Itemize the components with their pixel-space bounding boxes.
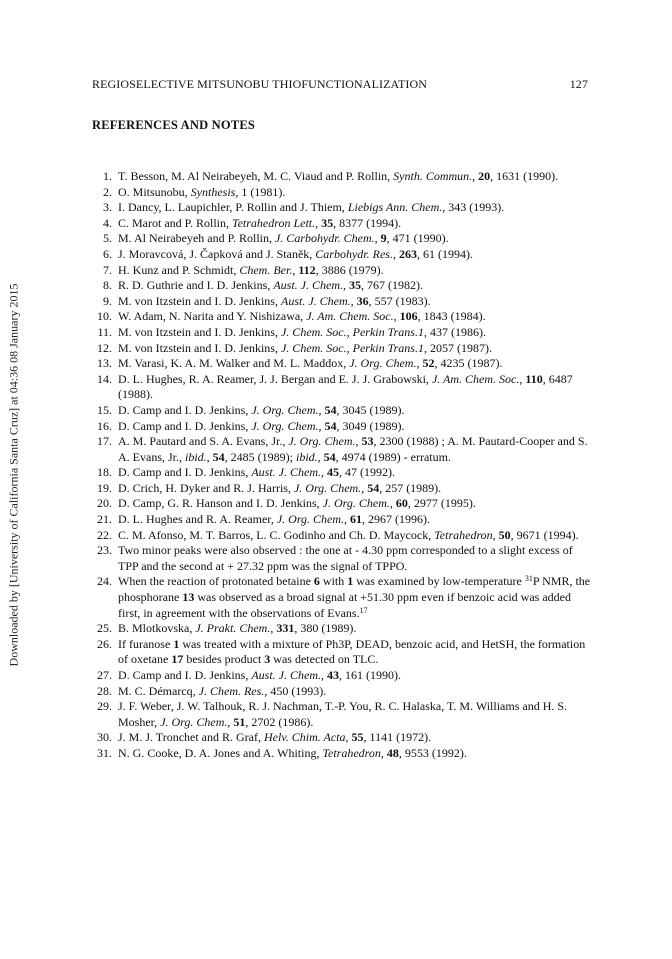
- reference-item: [92, 637, 592, 668]
- reference-text-segment: 52: [422, 356, 435, 371]
- section-title: REFERENCES AND NOTES: [92, 118, 256, 132]
- reference-text-segment: , 1141 (1972).: [363, 730, 432, 745]
- reference-text-segment: Tetrahedron: [434, 527, 493, 542]
- reference-text-segment: H. Kunz and P. Schmidt,: [118, 262, 240, 277]
- reference-item: [92, 372, 592, 403]
- reference-number: 27.: [97, 668, 112, 682]
- reference-text-segment: , 450 (1993).: [264, 683, 327, 698]
- reference-text-segment: ,: [345, 730, 352, 745]
- reference-item: [92, 481, 592, 497]
- reference-number: 21.: [97, 512, 112, 527]
- reference-text-segment: ,: [392, 246, 399, 261]
- reference-number: 31.: [97, 745, 112, 760]
- reference-item: [92, 231, 592, 247]
- reference-item: [92, 574, 592, 621]
- reference-text-segment: , 9553 (1992).: [398, 745, 467, 760]
- reference-text-segment: Liebigs Ann. Chem.: [347, 200, 443, 215]
- reference-text-segment: 54: [323, 449, 336, 464]
- reference-text-segment: 54: [324, 418, 337, 433]
- reference-text-segment: Aust. J. Chem.: [273, 278, 343, 293]
- reference-text-segment: 263: [398, 246, 417, 261]
- reference-item: [92, 465, 592, 481]
- reference-text-segment: R. D. Guthrie and I. D. Jenkins,: [118, 278, 274, 293]
- reference-text-segment: Tetrahedron: [322, 745, 381, 760]
- reference-item: [92, 294, 592, 310]
- reference-number: 14.: [97, 371, 112, 386]
- reference-text-segment: J. Org. Chem.: [322, 496, 390, 511]
- reference-item: [92, 543, 592, 574]
- reference-item: [92, 216, 592, 232]
- reference-text-segment: J. Org. Chem.: [293, 480, 362, 495]
- reference-text-segment: J. Carbohydr. Chem.: [274, 231, 375, 246]
- reference-text-segment: ,: [318, 418, 325, 433]
- reference-item: [92, 403, 592, 419]
- reference-number: 18.: [97, 465, 112, 480]
- reference-item: [92, 309, 592, 325]
- reference-text-segment: 1: [347, 574, 354, 589]
- reference-text-segment: ,: [492, 527, 499, 542]
- reference-text-segment: D. L. Hughes, R. A. Reamer, J. J. Bergan and E. J. J. Grabowski,: [118, 371, 432, 386]
- reference-text-segment: M. von Itzstein and I. D. Jenkins,: [118, 293, 281, 308]
- reference-text-segment: ,: [342, 278, 349, 293]
- reference-text-segment: , 437 (1986).: [423, 324, 486, 339]
- reference-text-segment: ,: [519, 371, 526, 386]
- reference-text-segment: J. Org. Chem.: [276, 512, 345, 527]
- reference-item: [92, 419, 592, 435]
- reference-text-segment: , 2977 (1995).: [407, 496, 476, 511]
- running-head: [92, 77, 588, 93]
- reference-text-segment: M. C. Démarcq,: [118, 683, 199, 698]
- reference-item: [92, 341, 592, 357]
- reference-text-segment: 106: [399, 309, 418, 324]
- reference-text-segment: J. Chem. Soc., Perkin Trans.1: [280, 340, 424, 355]
- reference-text-segment: B. Mlotkovska,: [118, 621, 196, 636]
- reference-text-segment: 31: [524, 574, 533, 584]
- reference-text-segment: M. von Itzstein and I. D. Jenkins,: [118, 324, 281, 339]
- reference-text-segment: 60: [395, 496, 408, 511]
- reference-text-segment: , 2702 (1986).: [245, 714, 314, 729]
- reference-text-segment: , 61 (1994).: [416, 246, 473, 261]
- reference-text-segment: D. L. Hughes and R. A. Reamer,: [118, 512, 277, 527]
- reference-text-segment: D. Camp and I. D. Jenkins,: [118, 465, 252, 480]
- reference-text-segment: , 3045 (1989).: [336, 402, 405, 417]
- reference-text-segment: ,: [380, 745, 387, 760]
- reference-number: 22.: [97, 527, 112, 542]
- reference-text-segment: J. Org. Chem.: [349, 356, 417, 371]
- reference-text-segment: 112: [298, 262, 316, 277]
- reference-item: [92, 496, 592, 512]
- reference-text-segment: ,: [374, 231, 381, 246]
- reference-text-segment: M. Varasi, K. A. M. Walker and M. L. Maddox,: [118, 356, 350, 371]
- reference-text-segment: Aust. J. Chem.: [251, 465, 321, 480]
- reference-item: [92, 169, 592, 185]
- reference-text-segment: J. Chem. Soc., Perkin Trans.1: [280, 324, 424, 339]
- reference-text-segment: 331: [276, 621, 295, 636]
- references-list: [92, 169, 592, 762]
- reference-text-segment: Carbohydr. Res.: [315, 246, 393, 261]
- reference-text-segment: 43: [326, 668, 339, 682]
- reference-text-segment: J. F. Weber, J. W. Talhouk, R. J. Nachman, T.-P. You, R. C. Halaska, T. M. Williams and H. S. Mosher,: [118, 699, 568, 729]
- reference-number: 12.: [97, 340, 112, 355]
- reference-text-segment: with: [319, 574, 348, 589]
- reference-text-segment: ,: [227, 714, 234, 729]
- download-watermark: [4, 255, 24, 695]
- reference-text-segment: J. Am. Chem. Soc.: [306, 309, 394, 324]
- reference-text-segment: , 2967 (1996).: [362, 512, 431, 527]
- reference-number: 28.: [97, 683, 112, 698]
- reference-text-segment: was detected on TLC.: [270, 652, 379, 667]
- reference-text-segment: Chem. Ber.: [239, 262, 293, 277]
- reference-number: 15.: [97, 402, 112, 417]
- reference-text-segment: , 2057 (1987).: [423, 340, 492, 355]
- reference-text-segment: J. Org. Chem.: [251, 402, 319, 417]
- reference-text-segment: D. Crich, H. Dyker and R. J. Harris,: [118, 480, 294, 495]
- reference-text-segment: , 471 (1990).: [386, 231, 449, 246]
- reference-number: 8.: [103, 278, 112, 293]
- reference-text-segment: Helv. Chim. Acta: [264, 730, 346, 745]
- reference-item: [92, 621, 592, 637]
- reference-number: 4.: [103, 215, 112, 230]
- reference-text-segment: J. Moravcová, J. Čapková and J. Staněk,: [118, 246, 316, 261]
- reference-text-segment: , 161 (1990).: [338, 668, 401, 682]
- reference-text-segment: ,: [320, 465, 327, 480]
- reference-text-segment: 17: [171, 652, 184, 667]
- reference-text-segment: ,: [361, 480, 368, 495]
- reference-text-segment: D. Camp and I. D. Jenkins,: [118, 668, 252, 682]
- reference-text-segment: ibid.: [185, 449, 207, 464]
- reference-text-segment: ,: [416, 356, 423, 371]
- reference-number: 30.: [97, 730, 112, 745]
- reference-text-segment: M. von Itzstein and I. D. Jenkins,: [118, 340, 281, 355]
- reference-text-segment: 54: [324, 402, 337, 417]
- page-number: 127: [569, 77, 588, 91]
- reference-text-segment: Synthesis,: [190, 184, 239, 199]
- reference-text-segment: , 3049 (1989).: [336, 418, 405, 433]
- reference-item: [92, 746, 592, 762]
- reference-text-segment: 48: [386, 745, 399, 760]
- reference-text-segment: 1 (1981).: [238, 184, 286, 199]
- reference-text-segment: ,: [472, 169, 479, 183]
- reference-text-segment: , 2485 (1989);: [224, 449, 296, 464]
- reference-text-segment: , 6487 (1988).: [118, 371, 573, 402]
- reference-number: 25.: [97, 621, 112, 636]
- reference-number: 11.: [97, 324, 112, 339]
- reference-text-segment: M. Al Neirabeyeh and P. Rollin,: [118, 231, 275, 246]
- reference-number: 10.: [97, 309, 112, 324]
- reference-number: 24.: [97, 574, 112, 589]
- reference-text-segment: J. Org. Chem.: [160, 714, 228, 729]
- reference-text-segment: P NMR, the phosphorane: [118, 574, 591, 605]
- reference-item: [92, 185, 592, 201]
- reference-item: [92, 434, 592, 465]
- reference-text-segment: , 4974 (1989) - erratum.: [335, 449, 451, 464]
- reference-text-segment: ,: [350, 293, 357, 308]
- reference-text-segment: , 3886 (1979).: [315, 262, 384, 277]
- reference-text-segment: , 767 (1982).: [360, 278, 423, 293]
- reference-text-segment: W. Adam, N. Narita and Y. Nishizawa,: [118, 309, 307, 324]
- reference-item: [92, 356, 592, 372]
- reference-text-segment: 35: [348, 278, 361, 293]
- reference-item: [92, 325, 592, 341]
- reference-text-segment: 51: [233, 714, 246, 729]
- reference-text-segment: ,: [206, 449, 213, 464]
- reference-number: 3.: [103, 200, 112, 215]
- reference-text-segment: J. Org. Chem.: [251, 418, 319, 433]
- reference-text-segment: J. Prakt. Chem.: [195, 621, 271, 636]
- reference-item: [92, 278, 592, 294]
- reference-text-segment: 13: [182, 590, 195, 605]
- reference-text-segment: 17: [359, 605, 368, 615]
- reference-text-segment: , 1631 (1990).: [490, 169, 559, 183]
- reference-text-segment: , 9671 (1994).: [510, 527, 579, 542]
- reference-text-segment: 53: [361, 434, 374, 449]
- reference-text-segment: A. M. Pautard and S. A. Evans, Jr.,: [118, 434, 289, 449]
- reference-text-segment: Synth. Commun.: [393, 169, 473, 183]
- reference-text-segment: 45: [326, 465, 339, 480]
- reference-text-segment: O. Mitsunobu,: [118, 184, 191, 199]
- reference-text-segment: 55: [351, 730, 364, 745]
- download-watermark-text: Downloaded by [University of California Santa Cruz] at 04:36 08 January 2015: [6, 283, 21, 667]
- reference-number: 5.: [103, 231, 112, 246]
- reference-text-segment: ,: [393, 309, 400, 324]
- reference-text-segment: , 1843 (1984).: [417, 309, 486, 324]
- reference-text-segment: J. Am. Chem. Soc.: [431, 371, 520, 386]
- reference-text-segment: J. Chem. Res.: [198, 683, 265, 698]
- reference-number: 1.: [103, 169, 112, 183]
- reference-text-segment: C. Marot and P. Rollin,: [118, 215, 233, 230]
- reference-text-segment: ,: [389, 496, 396, 511]
- reference-text-segment: C. M. Afonso, M. T. Barros, L. C. Godinho and Ch. D. Maycock,: [118, 527, 435, 542]
- reference-text-segment: , 8377 (1994).: [333, 215, 402, 230]
- reference-text-segment: J. M. J. Tronchet and R. Graf,: [118, 730, 264, 745]
- reference-text-segment: D. Camp, G. R. Hanson and I. D. Jenkins,: [118, 496, 323, 511]
- reference-text-segment: 54: [212, 449, 225, 464]
- reference-number: 23.: [97, 543, 112, 558]
- reference-text-segment: 54: [367, 480, 380, 495]
- reference-text-segment: 3: [264, 652, 271, 667]
- reference-text-segment: ,: [270, 621, 277, 636]
- reference-text-segment: ,: [355, 434, 362, 449]
- reference-text-segment: D. Camp and I. D. Jenkins,: [118, 418, 252, 433]
- reference-text-segment: , 47 (1992).: [338, 465, 395, 480]
- reference-text-segment: , 343 (1993).: [442, 200, 505, 215]
- reference-text-segment: 9: [380, 231, 387, 246]
- reference-text-segment: ,: [320, 668, 327, 682]
- reference-number: 29.: [97, 699, 112, 714]
- reference-text-segment: 6: [313, 574, 320, 589]
- reference-item: [92, 668, 592, 684]
- reference-item: [92, 512, 592, 528]
- reference-text-segment: J. Org. Chem.: [288, 434, 356, 449]
- reference-number: 19.: [97, 480, 112, 495]
- reference-item: [92, 200, 592, 216]
- reference-item: [92, 263, 592, 279]
- reference-text-segment: If furanose: [118, 636, 174, 651]
- reference-text-segment: ,: [292, 262, 299, 277]
- reference-number: 16.: [97, 418, 112, 433]
- reference-text-segment: D. Camp and I. D. Jenkins,: [118, 402, 252, 417]
- reference-item: [92, 528, 592, 544]
- reference-text-segment: 50: [498, 527, 511, 542]
- reference-text-segment: T. Besson, M. Al Neirabeyeh, M. C. Viaud and P. Rollin,: [118, 169, 394, 183]
- reference-text-segment: , 4235 (1987).: [434, 356, 503, 371]
- reference-text-segment: N. G. Cooke, D. A. Jones and A. Whiting,: [118, 745, 323, 760]
- reference-text-segment: 1: [173, 636, 180, 651]
- reference-number: 26.: [97, 636, 112, 651]
- reference-text-segment: ,: [318, 402, 325, 417]
- reference-text-segment: , 557 (1983).: [368, 293, 431, 308]
- reference-text-segment: 110: [525, 371, 543, 386]
- reference-text-segment: Tetrahedron Lett.: [232, 215, 316, 230]
- reference-text-segment: was examined by low-temperature: [353, 574, 525, 589]
- reference-text-segment: Aust. J. Chem.: [280, 293, 351, 308]
- reference-number: 17.: [97, 434, 112, 449]
- reference-text-segment: 35: [321, 215, 334, 230]
- reference-number: 7.: [103, 262, 112, 277]
- reference-item: [92, 730, 592, 746]
- reference-text-segment: ,: [315, 215, 322, 230]
- reference-item: [92, 247, 592, 263]
- reference-text-segment: , 380 (1989).: [294, 621, 357, 636]
- reference-number: 13.: [97, 356, 112, 371]
- reference-text-segment: I. Dancy, L. Laupichler, P. Rollin and J. Thiem,: [118, 200, 348, 215]
- reference-text-segment: 20: [478, 169, 491, 183]
- reference-text-segment: was observed as a broad signal at +51.30 ppm even if benzoic acid was added first, in agreement with the observations of Evans.: [118, 590, 571, 620]
- reference-item: [92, 684, 592, 700]
- reference-text-segment: When the reaction of protonated betaine: [118, 574, 314, 589]
- reference-number: 2.: [103, 184, 112, 199]
- reference-number: 9.: [103, 293, 112, 308]
- running-title: REGIOSELECTIVE MITSUNOBU THIOFUNCTIONALIZATION: [92, 77, 428, 91]
- reference-text-segment: 36: [356, 293, 369, 308]
- reference-text-segment: ,: [317, 449, 324, 464]
- reference-text-segment: , 257 (1989).: [379, 480, 442, 495]
- reference-text-segment: Two minor peaks were also observed : the one at - 4.30 ppm corresponded to a slight excess of TPP and the second at + 27.32 ppm was the signal of TPPO.: [118, 543, 573, 573]
- reference-text-segment: 61: [350, 512, 363, 527]
- reference-item: [92, 699, 592, 730]
- reference-text-segment: , 2300 (1988) ; A. M. Pautard-Cooper and S. A. Evans, Jr.,: [118, 434, 588, 464]
- reference-text-segment: besides product: [183, 652, 265, 667]
- reference-text-segment: Aust. J. Chem.: [251, 668, 321, 682]
- reference-text-segment: was treated with a mixture of Ph3P, DEAD, benzoic acid, and HetSH, the formation of oxetane: [118, 636, 586, 667]
- reference-number: 20.: [97, 496, 112, 511]
- reference-number: 6.: [103, 246, 112, 261]
- reference-text-segment: ,: [344, 512, 351, 527]
- reference-text-segment: ibid.: [296, 449, 318, 464]
